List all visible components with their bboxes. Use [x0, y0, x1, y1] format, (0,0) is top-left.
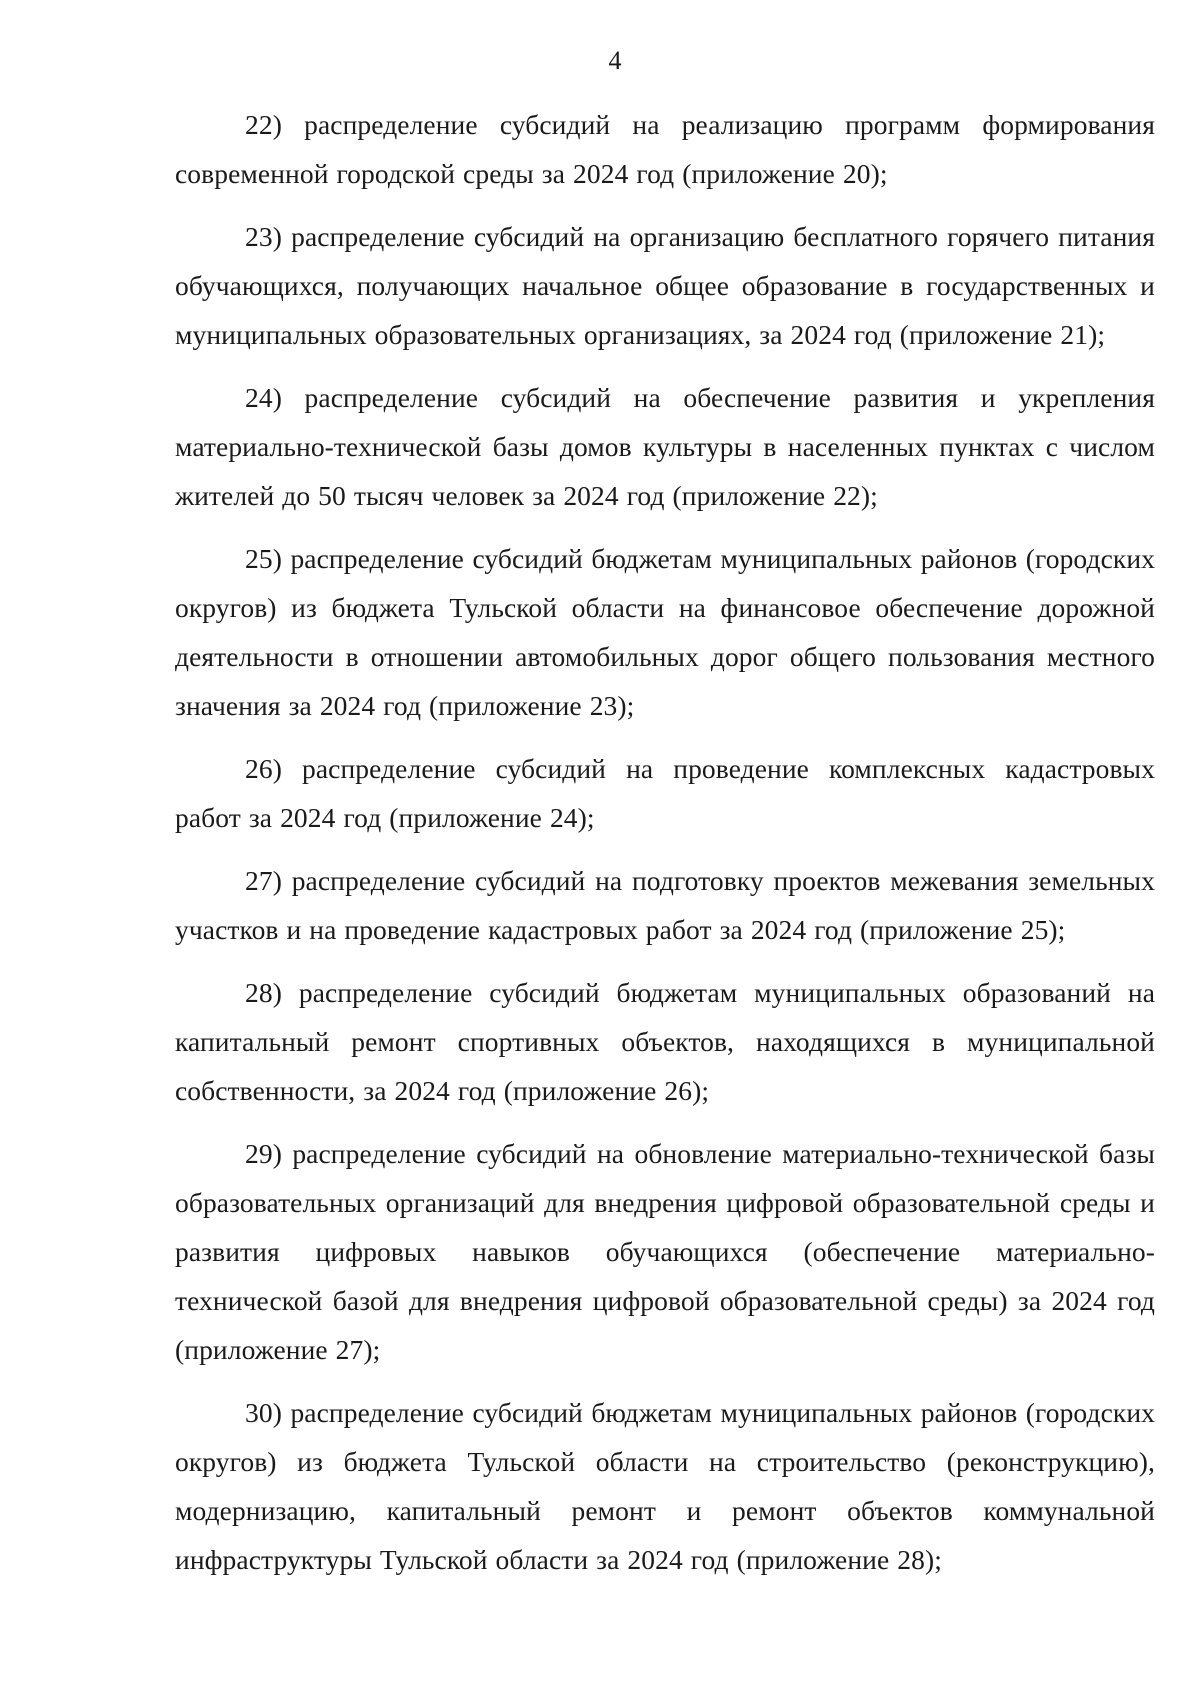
list-item-22: 22) распределение субсидий на реализацию программ формирования современной городской среды за 2024 год (приложение 20); [175, 109, 1155, 189]
list-item-26: 26) распределение субсидий на проведение комплексных кадастровых работ за 2024 год (приложение 24); [175, 753, 1155, 833]
list-item-28: 28) распределение субсидий бюджетам муниципальных образований на капитальный ремонт спортивных объектов, находящихся в муниципальной собственности, за 2024 год (приложение 26); [175, 977, 1155, 1106]
page-number: 4 [608, 46, 622, 75]
list-item-25: 25) распределение субсидий бюджетам муниципальных районов (городских округов) из бюджета Тульской области на финансовое обеспечение дорожной деятельности в отношении автомобильных дорог общего пользования местного значения за 2024 год (приложение 23); [175, 543, 1155, 721]
list-item-23: 23) распределение субсидий на организацию бесплатного горячего питания обучающихся, получающих начальное общее образование в государственных и муниципальных образовательных организациях, за 2024 год (приложение 21); [175, 221, 1155, 350]
list-item-29: 29) распределение субсидий на обновление материально-технической базы образовательных организаций для внедрения цифровой образовательной среды и развития цифровых навыков обучающихся (обеспечение материально-технической базой для внедрения цифровой образовательной среды) за 2024 год (приложение 27); [175, 1138, 1155, 1365]
document-body [175, 100, 1155, 1598]
list-item-27: 27) распределение субсидий на подготовку проектов межевания земельных участков и на проведение кадастровых работ за 2024 год (приложение 25); [175, 865, 1155, 945]
list-item-24: 24) распределение субсидий на обеспечение развития и укрепления материально-технической базы домов культуры в населенных пунктах с числом жителей до 50 тысяч человек за 2024 год (приложение 22); [175, 382, 1155, 511]
list-item-30: 30) распределение субсидий бюджетам муниципальных районов (городских округов) из бюджета Тульской области на строительство (реконструкцию), модернизацию, капитальный ремонт и ремонт объектов коммунальной инфраструктуры Тульской области за 2024 год (приложение 28); [175, 1397, 1155, 1575]
